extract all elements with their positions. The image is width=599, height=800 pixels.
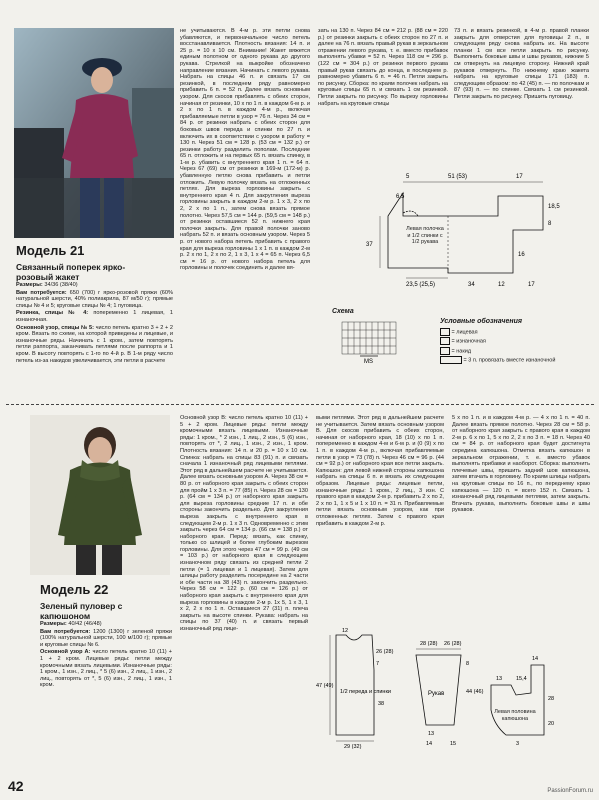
legend-item-3tog: = 3 п. провязать вместе изнаночной bbox=[440, 356, 590, 365]
rib-label: Резинка, спицы № 4: bbox=[16, 310, 89, 317]
p22-sleeve-bottom-3: 15 bbox=[450, 741, 457, 747]
p21-dim-top-4: 17 bbox=[516, 174, 523, 180]
p22-hood-dim-5: 20 bbox=[548, 721, 555, 727]
p22-front-dim-3: 7 bbox=[376, 661, 380, 667]
model22-col4: 5 х по 1 п. и в каждом 4-м р. — 4 х по 1 п. = 40 п. Далее вязать прямое полотно. Через 28 см = 58 р. от наборного края закрыть с правого края в каждом 2-м р. 6 х по 1, 5 х по 2, 2 х по 3 п. = 18 п. Через 40 см = 84 р. от наборного края будет достигнута середина капюшона. Отметка вязать капюшон в зеркальном отражении, т. е. вместо убавок выполнять прибавки и наоборот. Сборка: выполнить плечевые швы, пришить задний шов капюшона, затем втачать в горловину. По краям шлицы набрать на круговые спицы по 16 п., по переднему краю капюшона — 120 п. = всего 152 п. Связать 1 изнаночный ряд лицевыми петлями, затем закрыть. Втачать рукава, выполнить боковые швы и швы рукавов. bbox=[452, 415, 590, 514]
p22-sleeve-dim-1: 8 bbox=[466, 661, 470, 667]
p21-dim-bottom-1: 23,5 (25,5) bbox=[406, 282, 436, 288]
p21-dim-bottom-2: 34 bbox=[468, 282, 475, 288]
model21-subtitle: Связанный поперек ярко-розовый жакет bbox=[16, 262, 126, 282]
p22-hood-dim-2: 15,4 bbox=[516, 676, 527, 682]
model22-subtitle: Зеленый пуловер с капюшоном bbox=[40, 601, 123, 621]
p22-front-dim-6: 29 (32) bbox=[344, 744, 362, 750]
p22-sleeve-bottom-2: 14 bbox=[426, 741, 433, 747]
p21-dim-bottom-4: 17 bbox=[528, 282, 535, 288]
p22-front-label: 1/2 переда и спинки bbox=[340, 689, 391, 695]
m22-basic-a-label: Основной узор А: bbox=[40, 649, 91, 656]
m22-materials-label: Вам потребуется: bbox=[40, 628, 91, 635]
legend-item-knit: = лицевая bbox=[440, 328, 590, 337]
model22-pattern-diagram bbox=[316, 625, 596, 750]
p21-dim-right-3: 16 bbox=[518, 252, 525, 258]
basic-pattern-label: Основной узор, спицы № 5: bbox=[16, 324, 94, 331]
p21-dim-right-1: 18,5 bbox=[548, 204, 560, 210]
p22-front-dim-5: 38 bbox=[378, 701, 385, 707]
model21-title: Модель 21 bbox=[16, 243, 85, 258]
model21-photo-illustration bbox=[14, 28, 174, 238]
m22-sizes-value: 40/42 (46/48) bbox=[68, 621, 102, 627]
rib-value: попеременно 1 лицевая, 1 изнаночная. bbox=[16, 310, 173, 323]
p22-front-dim-2: 26 (28) bbox=[376, 649, 394, 655]
legend-item-yarnover: = накид bbox=[440, 347, 590, 356]
p22-hood-dim-6: 3 bbox=[516, 741, 520, 747]
sizes-label: Размеры: bbox=[16, 282, 43, 288]
p21-dim-right-2: 8 bbox=[548, 221, 552, 227]
materials-value: 650 (700) г ярко-розовой пряжи (60% натуральной шерсти, 40% полиакрила, 87 м/50 г); прямые спицы № 4 и 5; круговые спицы № 4; 1 пуговица. bbox=[16, 289, 173, 309]
p22-sleeve-bottom-1: 13 bbox=[428, 731, 435, 737]
p22-sleeve-label: Рукав bbox=[428, 691, 445, 697]
p22-sleeve-dim-4: 26 (28) bbox=[444, 641, 462, 647]
model22-title: Модель 22 bbox=[40, 582, 109, 597]
knitting-schema-chart bbox=[340, 320, 400, 365]
section-divider bbox=[6, 404, 594, 405]
page-number: 42 bbox=[8, 778, 24, 794]
model22-col3: выми петлями. Этот ряд в дальнейшем расчете не учитывается. Затем вязать основным узором В. Для скосов прибавить с обеих сторон, начиная от наборного края, 18 (10) х по 1 п. попеременно в каждом 4-м и 6-м р. и (0 (9) х по 1 п. в каждом 4-м р., включая прибавляемые петли в узор = 73 (78) п. Через 46 см = 96 р. (44 см = 92 р.) от наборного края все петли закрыть. Капюшон: для левой нижней стороны капюшона набрать на спицы 6 п. и вязать их следующим образом. Лицевые ряды: лицевые петли, изнаночные ряды: 1 кром., 2 лиц., 3 изн. С правого края в каждом 2-м р. прибавить 2 х по 2, 2 х по 1, 1 х 5 и 1 х 10 п. = 31 п. Прибавляемые петли вязать основным узором, как при отложенных петлях. Затем с правого края прибавить в каждом 2-м р. bbox=[316, 415, 444, 527]
model21-col2: не учитываются. В 4-м р. эти петли снова убавляются, и первоначальное число петель восстанавливается. Плотность вязания: 14 п. и 25 р. = 10 х 10 см. Внимание! Жакет вяжется единым полотном от одного рукава до другого рукава. Стрелкой на выкройке обозначено направление вязания. Начинать с левого рукава. Набрать на спицы 46 п. и связать 17 см резинкой, в последнем ряду равномерно прибавить 6 п. = 52 п. Далее вязать основным узором. Для скосов прибавлять с обеих сторон, начиная от резинки, 10 х по 1 п. в каждом 6-м р. и 2 х по 1 п. в каждом 4-м р., включая прибавляемые петли в узор = 76 п. Через 34 см = 84 р. от резинки набрать с обеих сторон для боковых швов переда и спинки по 27 п. и включить их в соответствии с узором в работу = 130 п. Через 51 см = 128 р. (53 см = 132 р.) от резинки работу разделить пополам. Последние 65 п. отложить и на первых 65 п. вязать спинку, в 1-м р. убавить с внутреннего края 1 п. = 64 п. Через 67 (69) см от резинки в 169-м (172-м) р. убавленную петлю снова прибавить и петли отложить. Левую полочку вязать на отложенных петлях. Для выреза горловины закрыть с внутреннего края 4 п. Для закругления выреза горловины закрыть в каждом 2-м р. 1 х 3, 2 х по 2, 2 х по 1 п., затем снова вязать прямое полотно. Через 57,5 см = 144 р. (59,5 см = 148 р.) от резинки оставшиеся 52 п. нижнего края полочки закрыть. Для правой полочки заново набрать 52 п. и вязать основным узором. Через 5 р. от нового набора петель прибавить с правого края для выреза горловины 1 х 1 п. в каждом 2-м р. 2 х по 1, 2 х по 2, 1 х 3, 1 х 4 = 65 п. Через 6,5 см = 16 р. от нового набора петель для горловины и полочек соединить и далее вя- bbox=[180, 28, 310, 272]
p22-hood-label: Левая половина капюшона bbox=[494, 709, 536, 722]
p21-piece-label: Левая полочка и 1/2 спинки с 1/2 рукава bbox=[406, 226, 444, 245]
materials-label: Вам потребуется: bbox=[16, 289, 67, 296]
p22-sleeve-dim-2: 44 (46) bbox=[466, 689, 484, 695]
p22-front-dim-1: 12 bbox=[342, 628, 349, 634]
m22-basic-a-value: число петель кратно 10 (11) + 1 + 2 кром. Лицевые ряды: петли между кромочными вязать лицевыми. Изнаночные ряды: 1 кром., 1 изн., 2 лиц., * 5 (6) изн., 2 лиц., 1 изн., 2 лиц., повторять от *, 5 (6) изн., 2 лиц., 1 изн., 1 кром. bbox=[40, 649, 172, 689]
model21-col3: зать на 130 п. Через 84 см = 212 р. (88 см = 220 р.) от резинки закрыть с обеих сторон по 27 п. и далее на 76 п. вязать правый рукав в зеркальном отражении левого рукава, т. е. вместо прибавок выполнять убавки = 52 п. Через 118 см = 296 р. (122 см = 304 р.) от резинки первого рукава правый рукав связать до конца, в последнем р. равномерно убавить 6 п. = 46 п. Петли закрыть по рисунку. Сборка: по краям полочек набрать на круговые спицы 65 п. и связать 1 см резинкой. Петли закрыть по рисунку. По вырезу горловины набрать на круговые спицы bbox=[318, 28, 448, 107]
p22-hood-dim-1: 13 bbox=[496, 676, 503, 682]
model22-col2: Основной узор В: число петель кратно 10 (11) + 5 + 2 кром. Лицевые ряды: петли между кромочными вязать лицевыми. Изнаночные ряды: 1 кром., * 2 изн., 1 лиц., 2 изн., 5 (6) изн., повторять от *, 2 лиц., 1 изн., 2 изн., 1 кром. Плотность вязания: 14 п. и 20 р. = 10 х 10 см. Спинка: набрать на спицы 83 (91) п. и связать сначала 1 изнаночный ряд лицевыми петлями. Этот ряд в дальнейшем расчете не учитывается. Далее вязать основным узором А. Через 38 см = 80 р. от наборного края закрыть с обеих сторон для пройм 1 х 3 п. = 77 (85) п. Через 28 см = 130 р. (64 см = 134 р.) от наборного края закрыть для выреза горловины средние 17 п. и обе стороны закончить раздельно. Для закругления выреза закрыть с внутреннего края в следующем 2-м р. 1 х 3 п. Одновременно с этим закрыть через 64 см = 134 р. (66 см = 138 р.) от наборного края. Перед: вязать, как спинку, только со шлицей и более глубоким вырезом горловины. Для этого через 47 см = 99 р. (49 см = 103 р.) от наборного края в следующем изнаночном ряду связать из средней петли 2 петли (= 1 лицевая и 1 лицевая). Затем для шлицы работу разделить посередине на 2 части и обе части на 38 (43) п. закончить раздельно. Через 58 см = 122 р. (60 см = 126 р.) от наборного края закрыть с внутреннего края для выреза горловины в каждом 2-м р. 1х 5, 1 х 3, 1 х 2, 2 х по 1 п. Оставшиеся 27 (31) п. плеча закрыть на высоте спинки. Рукава: набрать на спицы по 37 (40) п. и связать первый изнаночный ряд лице- bbox=[180, 415, 308, 632]
model21-col4: 73 п. и вязать резинкой, в 4-м р. правой планки закрыть для отверстия для пуговицы 2 п., в следующем ряду снова набрать их. На высоте планки 1 см все петли закрыть по рисунку. Выполнить боковые швы и швы рукавов, нижние 5 см отвернуть на лицевую сторону. Нижний край рукавов отвернуть. По нижнему краю жакета набрать на круговые спицы 171 (183) п. следующим образом: по 42 (45) п. — по полочкам и 87 (93) п. — по спинке. Связать 1 см резинкой. Петли закрыть по рисунку. Пришить пуговицу. bbox=[454, 28, 589, 100]
schema-ms-label: MS bbox=[364, 359, 373, 365]
model22-photo-illustration bbox=[30, 415, 170, 575]
p22-front-dim-4: 47 (49) bbox=[316, 683, 334, 689]
basic-pattern-value: число петель кратно 3 + 2 + 2 кром. Вязать по схеме, на которой приведены и лицевые, и изнаночные ряды. Начинать с 1 кром., затем повторять петли раппорта, заканчивать петлями после раппорта и 1 кром. В высоту повторять с 1-го по 4-й р. В 1-м ряду число петель из-за накидов увеличивается, эти петли в расчете bbox=[16, 324, 173, 364]
site-watermark: PassionForum.ru bbox=[547, 788, 593, 794]
p21-dim-top-2: 6,5 bbox=[396, 194, 405, 200]
m22-sizes-label: Размеры: bbox=[40, 621, 67, 627]
legend-title: Условные обозначения bbox=[440, 318, 523, 325]
p21-dim-top-1: 5 bbox=[406, 174, 410, 180]
model22-photo bbox=[30, 415, 170, 575]
model21-photo bbox=[14, 28, 174, 238]
p21-dim-top-3: 51 (53) bbox=[448, 174, 468, 180]
p21-dim-left-1: 37 bbox=[366, 242, 373, 248]
p22-sleeve-dim-3: 28 (28) bbox=[420, 641, 438, 647]
schema-title: Схема bbox=[332, 308, 354, 315]
sizes-value: 34/36 (38/40) bbox=[44, 282, 78, 288]
model22-specs bbox=[40, 621, 172, 739]
p21-dim-bottom-3: 12 bbox=[498, 282, 505, 288]
model21-pattern-diagram bbox=[318, 168, 593, 308]
p22-hood-dim-4: 28 bbox=[548, 696, 555, 702]
legend-item-purl: = изнаночная bbox=[440, 337, 590, 346]
p22-hood-dim-3: 14 bbox=[532, 656, 539, 662]
m22-materials-value: 1200 (1300) г зеленой пряжи (100% натуральной шерсти, 100 м/100 г); прямые и круговые спицы № 6. bbox=[40, 628, 172, 648]
